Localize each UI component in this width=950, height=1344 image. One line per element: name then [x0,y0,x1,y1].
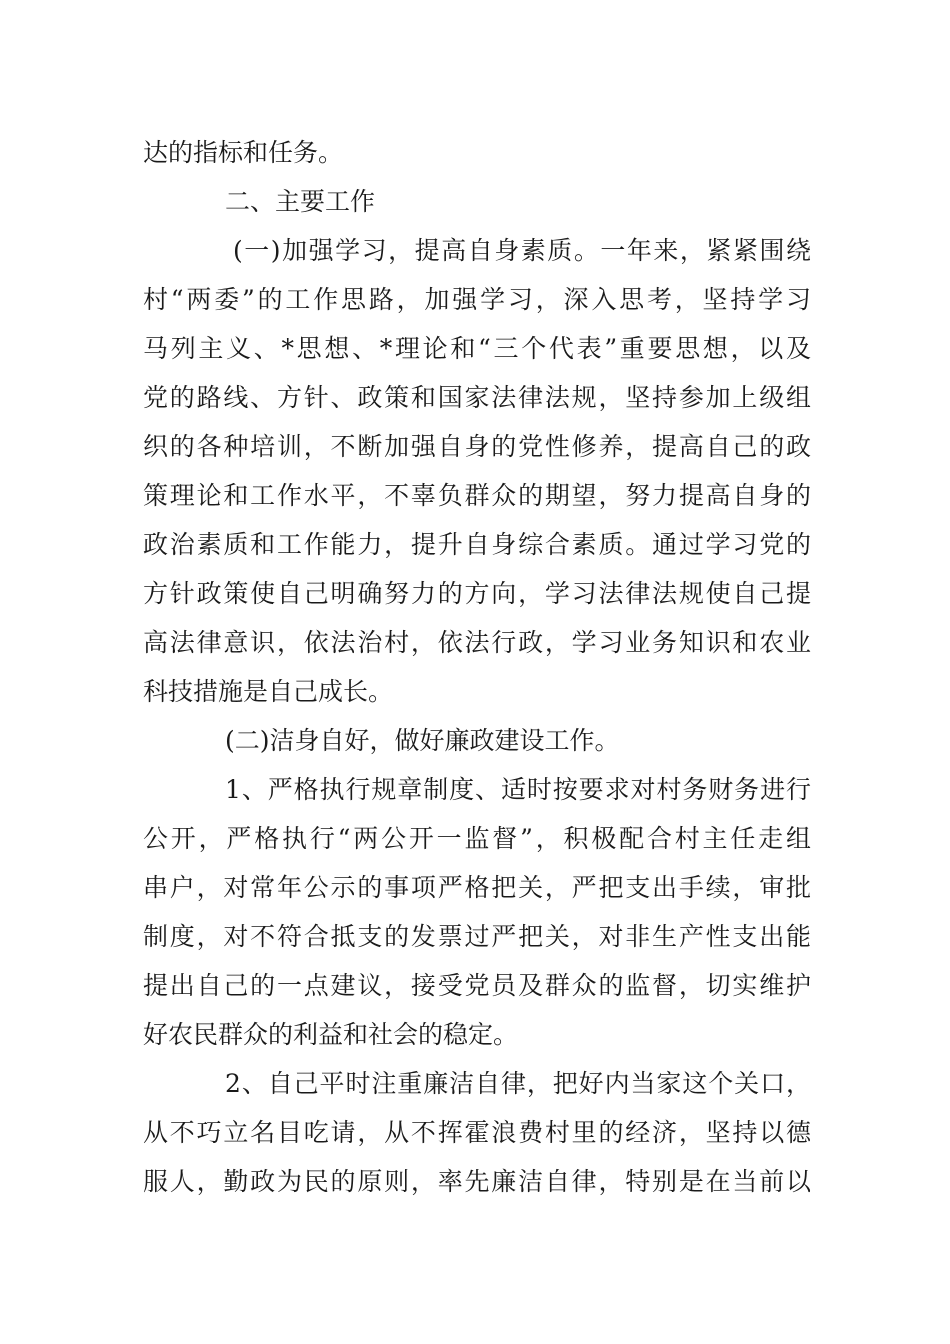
section-heading [143,177,811,226]
text-line: 高法律意识，依法治村，依法行政，学习业务知识和农业 [143,628,811,657]
subsection-heading [143,716,811,765]
text-line: 1、严格执行规章制度、适时按要求对村务财务进行 [225,775,811,804]
text-line: 党的路线、方针、政策和国家法律法规，坚持参加上级组 [143,383,811,412]
text-line: 公开，严格执行“两公开一监督”，积极配合村主任走组 [143,824,811,853]
text-line: 从不巧立名目吃请，从不挥霍浪费村里的经济，坚持以德 [143,1118,811,1147]
text-line: 策理论和工作水平，不辜负群众的期望，努力提高自身的 [143,481,811,510]
text-line: 马列主义、*思想、*理论和“三个代表”重要思想，以及 [143,334,811,363]
text-line: 制度，对不符合抵支的发票过严把关，对非生产性支出能 [143,922,811,951]
text-line: 串户，对常年公示的事项严格把关，严把支出手续，审批 [143,873,811,902]
text-line: 织的各种培训，不断加强自身的党性修养，提高自己的政 [143,432,811,461]
text-line: 好农民群众的利益和社会的稳定。 [143,1020,519,1049]
text-line: 政治素质和工作能力，提升自身综合素质。通过学习党的 [143,530,811,559]
text-line: (一)加强学习，提高自身素质。一年来，紧紧围绕 [233,236,811,265]
text-line: (二)洁身自好，做好廉政建设工作。 [225,726,620,755]
text-line: 提出自己的一点建议，接受党员及群众的监督，切实维护 [143,971,811,1000]
paragraph-study [143,226,811,716]
document-body [143,128,811,1206]
paragraph-continuation [143,128,811,177]
text-line: 达的指标和任务。 [143,138,344,167]
text-line: 服人，勤政为民的原则，率先廉洁自律，特别是在当前以 [143,1167,811,1196]
paragraph-item-1 [143,765,811,1059]
text-line: 2、自己平时注重廉洁自律，把好内当家这个关口， [225,1069,811,1098]
paragraph-item-2 [143,1059,811,1206]
text-line: 方针政策使自己明确努力的方向，学习法律法规使自己提 [143,579,811,608]
text-line: 村“两委”的工作思路，加强学习，深入思考，坚持学习 [143,285,811,314]
text-line: 二、主要工作 [225,187,376,216]
text-line: 科技措施是自己成长。 [143,677,394,706]
